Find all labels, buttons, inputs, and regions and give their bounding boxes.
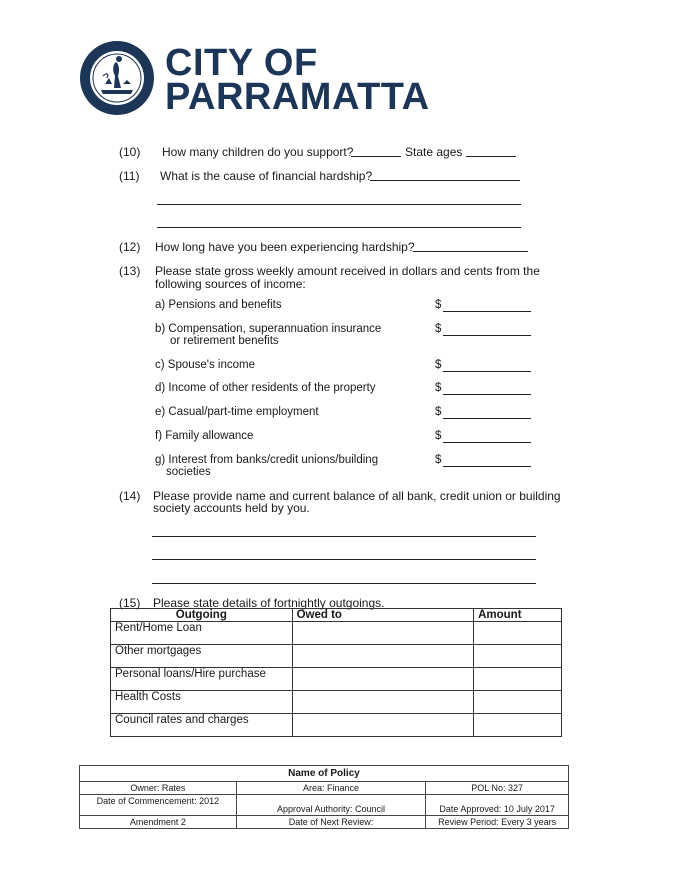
policy-number: POL No: 327 — [426, 782, 569, 795]
outgoing-label: Other mortgages — [111, 645, 293, 668]
outgoings-col-amount: Amount — [474, 609, 562, 622]
brand-name-line1: CITY OF — [165, 42, 318, 84]
question-14-text-line2: society accounts held by you. — [153, 501, 310, 515]
income-e-dollar: $ — [435, 406, 442, 418]
question-12-number: (12) — [119, 240, 141, 254]
income-item-c: c) Spouse's income — [155, 359, 255, 371]
question-14-number: (14) — [119, 489, 141, 503]
policy-owner: Owner: Rates — [80, 782, 237, 795]
income-d-field[interactable] — [443, 394, 531, 395]
question-13-number: (13) — [119, 264, 141, 278]
policy-title: Name of Policy — [80, 766, 569, 782]
outgoings-col-owed-to: Owed to — [292, 609, 474, 622]
income-a-field[interactable] — [443, 311, 531, 312]
table-row — [111, 622, 562, 645]
question-10-number: (10) — [119, 145, 141, 159]
policy-area: Area: Finance — [236, 782, 426, 795]
outgoing-label: Health Costs — [111, 691, 293, 714]
state-ages-label: State ages — [405, 145, 463, 159]
hardship-cause-field-3[interactable] — [157, 227, 521, 228]
policy-review-period: Review Period: Every 3 years — [426, 816, 569, 829]
outgoing-label: Council rates and charges — [111, 714, 293, 737]
income-item-g: g) Interest from banks/credit unions/building — [155, 454, 379, 466]
question-15-number: (15) — [119, 596, 141, 610]
hardship-cause-field-2[interactable] — [157, 204, 521, 205]
question-12-text: How long have you been experiencing hardship? — [155, 240, 415, 254]
amount-cell[interactable] — [474, 645, 562, 668]
income-g-dollar: $ — [435, 454, 442, 466]
income-a-dollar: $ — [435, 299, 442, 311]
income-d-dollar: $ — [435, 382, 442, 394]
owed-to-cell[interactable] — [292, 691, 474, 714]
income-item-a: a) Pensions and benefits — [155, 299, 282, 311]
table-row — [111, 714, 562, 737]
question-15-text: Please state details of fortnightly outgoings. — [153, 596, 385, 610]
policy-footer-table — [79, 765, 569, 829]
income-c-dollar: $ — [435, 359, 442, 371]
income-item-b: b) Compensation, superannuation insurance — [155, 323, 382, 335]
bank-accounts-field-2[interactable] — [152, 559, 536, 560]
table-row — [111, 691, 562, 714]
bank-accounts-field-1[interactable] — [152, 536, 536, 537]
amount-cell[interactable] — [474, 668, 562, 691]
income-b-field[interactable] — [443, 335, 531, 336]
income-b-dollar: $ — [435, 323, 442, 335]
outgoings-header-row — [111, 609, 562, 622]
owed-to-cell[interactable] — [292, 622, 474, 645]
outgoing-label: Rent/Home Loan — [111, 622, 293, 645]
policy-date-approved: Date Approved: 10 July 2017 — [426, 795, 569, 816]
policy-next-review: Date of Next Review: — [236, 816, 426, 829]
children-ages-field[interactable] — [466, 156, 516, 157]
income-f-field[interactable] — [443, 442, 531, 443]
income-item-e: e) Casual/part-time employment — [155, 406, 319, 418]
policy-amendment: Amendment 2 — [80, 816, 237, 829]
income-c-field[interactable] — [443, 371, 531, 372]
question-13-text-line1: Please state gross weekly amount received in dollars and cents from the — [155, 264, 540, 278]
income-item-b-line2: or retirement benefits — [170, 335, 279, 347]
income-item-f: f) Family allowance — [155, 430, 254, 442]
income-f-dollar: $ — [435, 430, 442, 442]
policy-approval-authority: Approval Authority: Council — [236, 795, 426, 816]
city-seal-logo — [79, 40, 155, 116]
question-11-number: (11) — [119, 169, 140, 183]
hardship-duration-field[interactable] — [413, 251, 528, 252]
outgoings-col-outgoing: Outgoing — [111, 609, 293, 622]
table-row — [111, 645, 562, 668]
question-13-text-line2: following sources of income: — [155, 277, 306, 291]
owed-to-cell[interactable] — [292, 714, 474, 737]
question-11-text: What is the cause of financial hardship? — [160, 169, 373, 183]
bank-accounts-field-3[interactable] — [152, 583, 536, 584]
table-row — [111, 668, 562, 691]
amount-cell[interactable] — [474, 622, 562, 645]
question-14-text-line1: Please provide name and current balance of all bank, credit union or building — [153, 489, 561, 503]
amount-cell[interactable] — [474, 714, 562, 737]
brand-name-line2: PARRAMATTA — [165, 76, 430, 118]
income-g-field[interactable] — [443, 466, 531, 467]
policy-commencement: Date of Commencement: 2012 — [80, 795, 237, 816]
income-e-field[interactable] — [443, 418, 531, 419]
owed-to-cell[interactable] — [292, 668, 474, 691]
income-item-g-line2: societies — [166, 466, 211, 478]
outgoings-table — [110, 608, 562, 737]
question-10-text: How many children do you support? — [162, 145, 354, 159]
income-item-d: d) Income of other residents of the property — [155, 382, 376, 394]
outgoing-label: Personal loans/Hire purchase — [111, 668, 293, 691]
amount-cell[interactable] — [474, 691, 562, 714]
children-count-field[interactable] — [351, 156, 401, 157]
hardship-cause-field-1[interactable] — [370, 180, 520, 181]
owed-to-cell[interactable] — [292, 645, 474, 668]
